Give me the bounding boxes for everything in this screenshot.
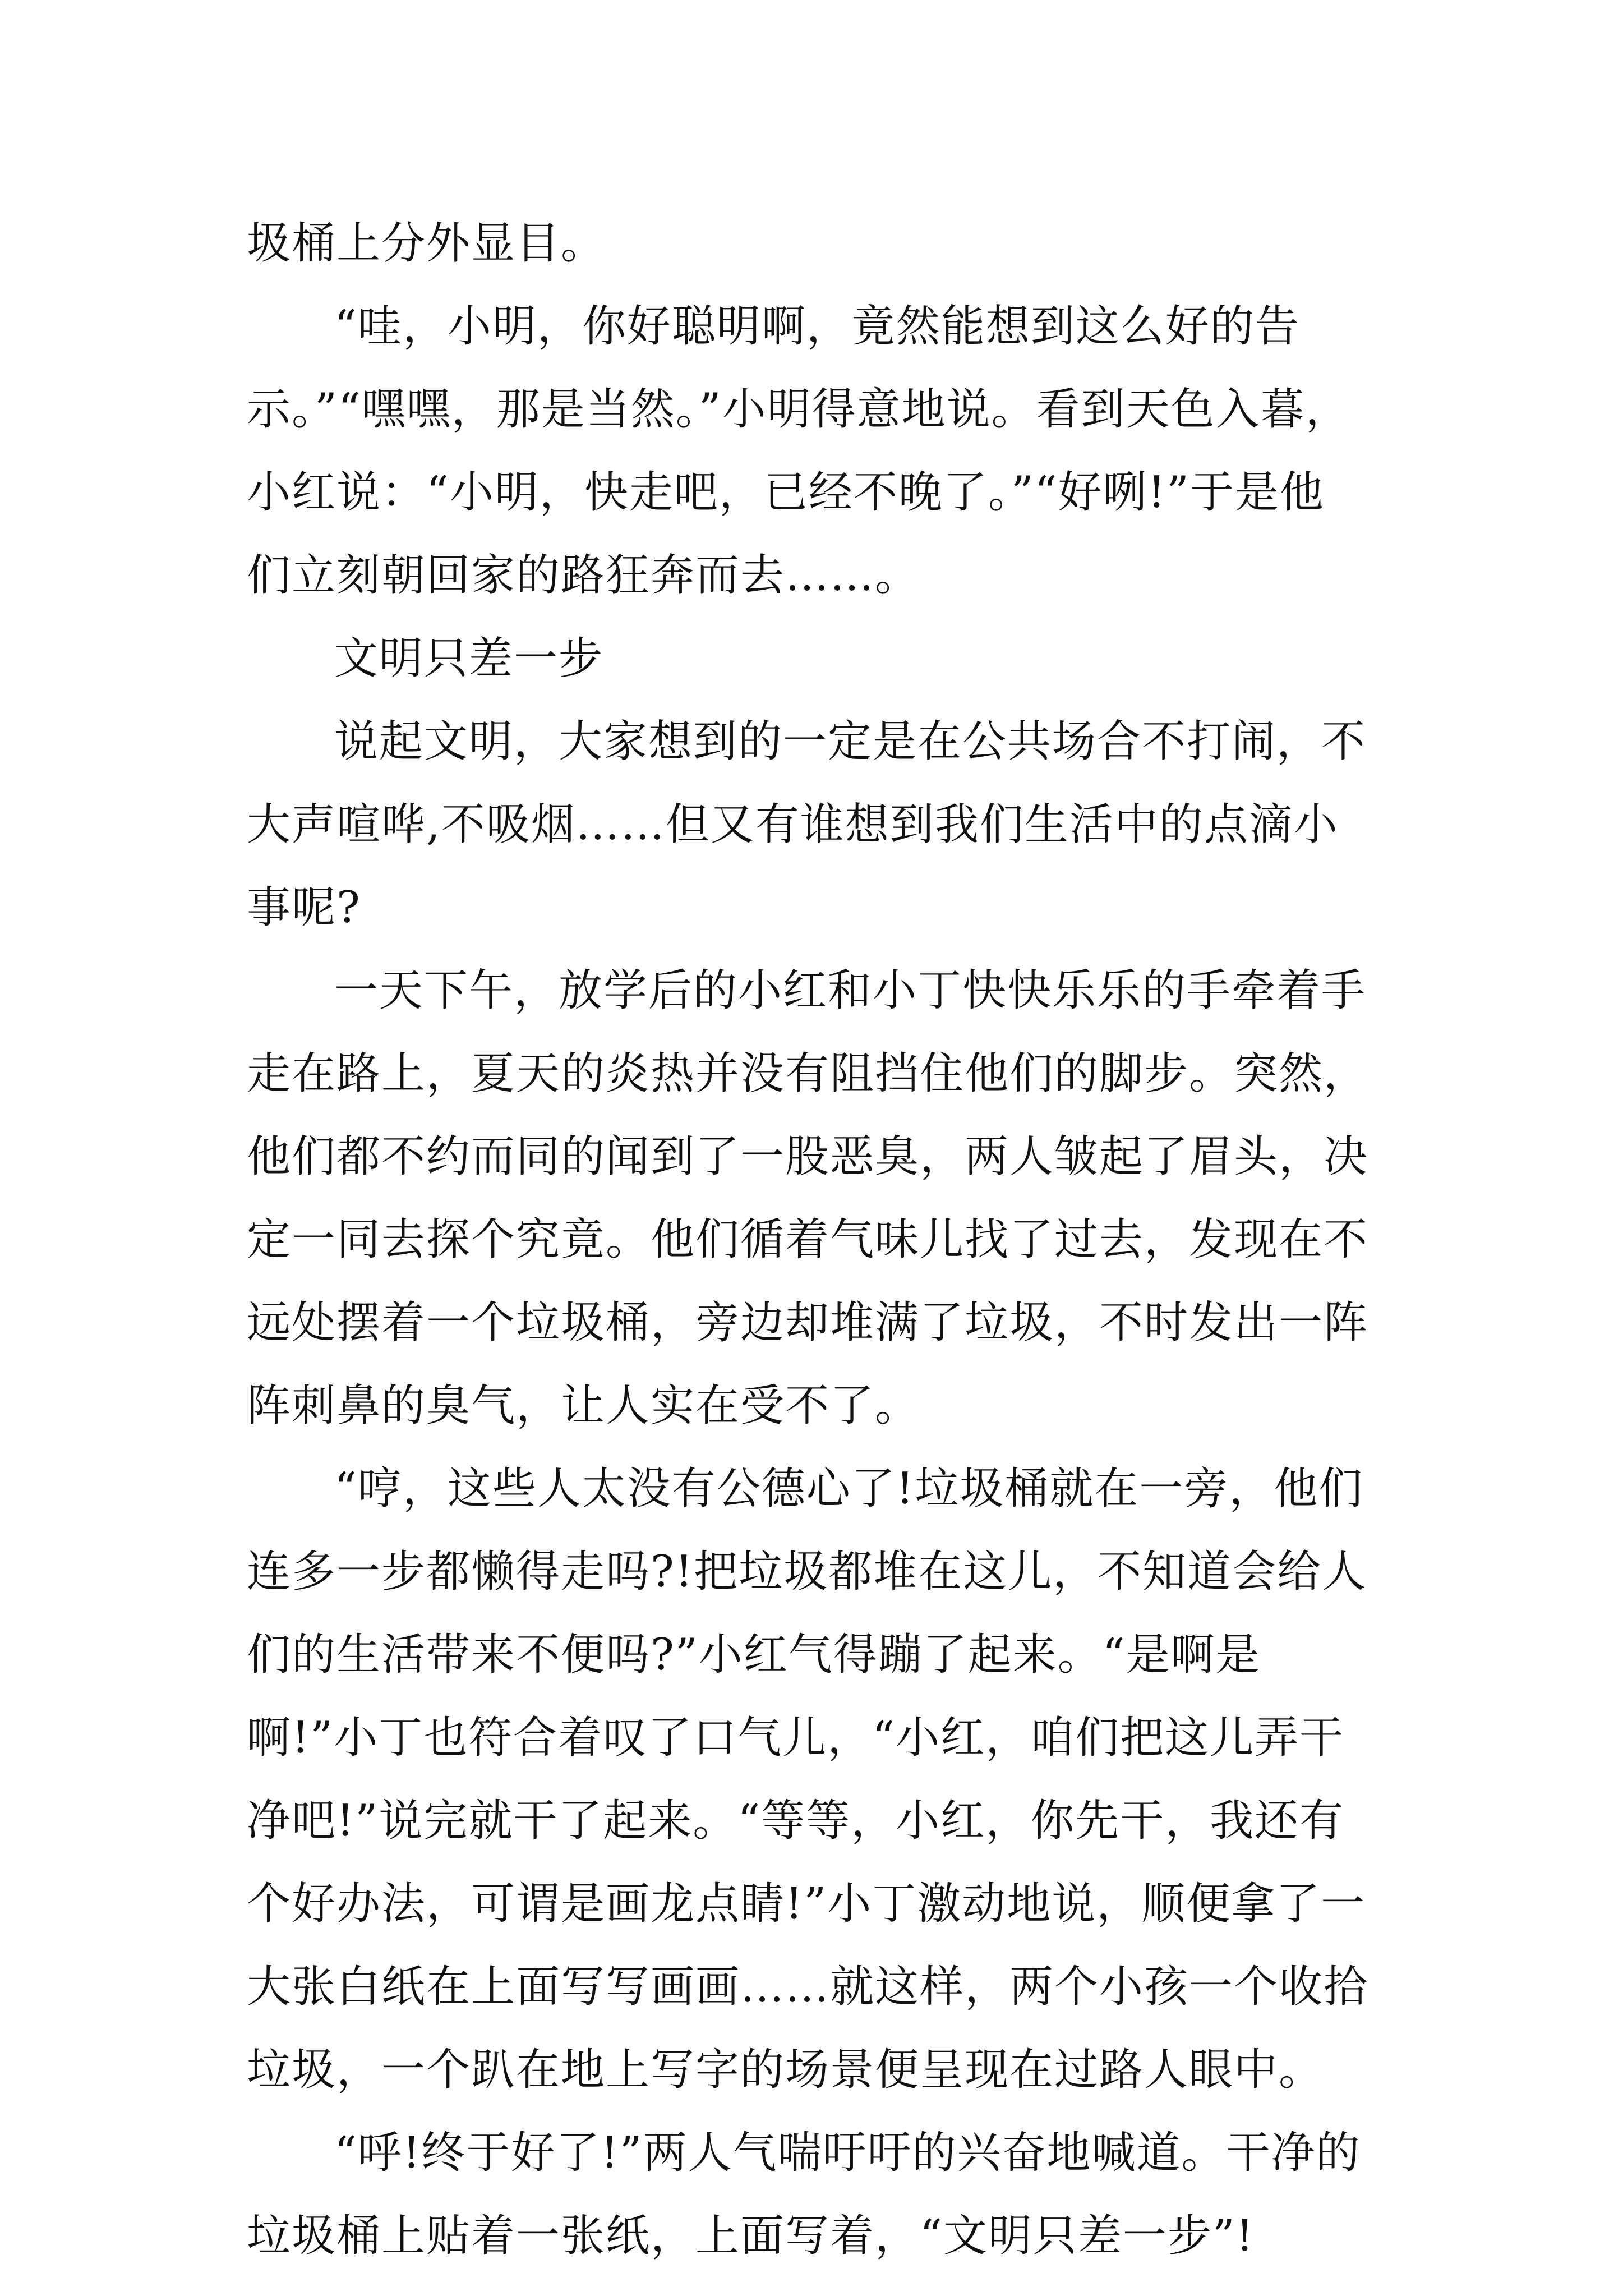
document-body xyxy=(247,202,1368,2277)
paragraph-intro: 说起文明，大家想到的一定是在公共场合不打闹，不大声喧哗,不吸烟……但又有谁想到我们生活中的点滴小事呢? xyxy=(247,716,1367,933)
section-title: 文明只差一步 xyxy=(334,633,604,684)
paragraph-dialogue-2: “哼，这些人太没有公德心了!垃圾桶就在一旁，他们连多一步都懒得走吗?!把垃圾都堆在这儿，不知道会给人们的生活带来不便吗?”小红气得蹦了起来。“是啊是啊!”小丁也符合着叹了口气儿，“小红，咱们把这儿弄干净吧!”说完就干了起来。“等等，小红，你先干，我还有个好办法，可谓是画龙点睛!”小丁激动地说，顺便拿了一大张白纸在上面写写画画……就这样，两个小孩一个收拾垃圾，一个趴在地上写字的场景便呈现在过路人眼中。 xyxy=(247,1464,1369,2095)
paragraph-ending: “呼!终于好了!”两人气喘吁吁的兴奋地喊道。干净的垃圾桶上贴着一张纸，上面写着，“文明只差一步”! xyxy=(247,2128,1361,2261)
paragraph-dialogue: “哇，小明，你好聪明啊，竟然能想到这么好的告示。”“嘿嘿，那是当然。”小明得意地说。看到天色入暮，小红说：“小明，快走吧，已经不晚了。”“好咧!”于是他们立刻朝回家的路狂奔而去……。 xyxy=(247,301,1350,601)
paragraph-story: 一天下午，放学后的小红和小丁快快乐乐的手牵着手走在路上，夏天的炎热并没有阻挡住他们的脚步。突然，他们都不约而同的闻到了一股恶臭，两人皱起了眉头，决定一同去探个究竟。他们循着气味儿找了过去，发现在不远处摆着一个垃圾桶，旁边却堆满了垃圾，不时发出一阵阵刺鼻的臭气，让人实在受不了。 xyxy=(247,965,1369,1431)
paragraph-continuation: 圾桶上分外显目。 xyxy=(247,218,606,269)
